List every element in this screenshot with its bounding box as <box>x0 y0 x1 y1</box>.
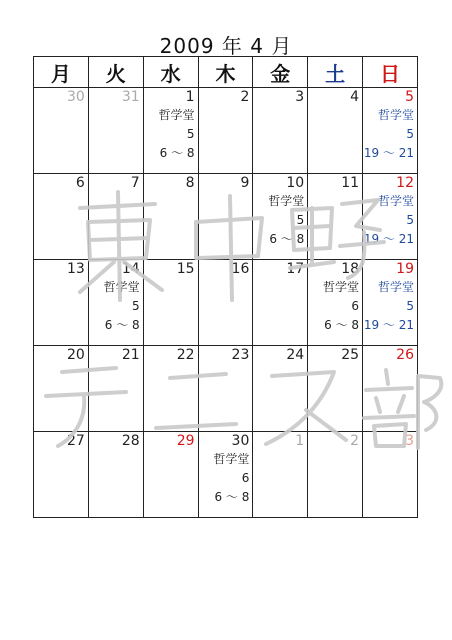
day-number: 30 <box>231 433 250 449</box>
week-row <box>34 260 418 346</box>
practice-count: 5 <box>132 299 140 313</box>
practice-count: 5 <box>406 127 414 141</box>
day-cell <box>88 260 143 346</box>
day-cell <box>198 88 253 174</box>
weekday-mon: 月 <box>34 57 89 88</box>
day-cell <box>253 432 308 518</box>
day-number: 10 <box>286 175 305 191</box>
day-cell <box>308 88 363 174</box>
practice-count: 5 <box>406 213 414 227</box>
day-number: 30 <box>67 89 85 105</box>
day-cell <box>198 174 253 260</box>
practice-venue: 哲学堂 <box>377 194 414 208</box>
day-number: 15 <box>176 261 195 277</box>
day-cell <box>143 346 198 432</box>
practice-time: 19 ～ 21 <box>363 318 414 332</box>
practice-time: 6 ～ 8 <box>214 490 250 504</box>
day-cell <box>308 346 363 432</box>
day-cell <box>88 432 143 518</box>
practice-venue: 哲学堂 <box>103 280 140 294</box>
day-number: 14 <box>121 261 140 277</box>
day-number: 20 <box>67 347 85 363</box>
day-cell <box>143 260 198 346</box>
day-cell <box>198 346 253 432</box>
day-cell <box>363 432 418 518</box>
practice-note <box>363 192 414 249</box>
practice-venue: 哲学堂 <box>377 280 414 294</box>
day-cell <box>198 432 253 518</box>
week-row <box>34 432 418 518</box>
practice-note <box>199 450 250 507</box>
day-cell <box>143 88 198 174</box>
day-cell <box>34 432 89 518</box>
day-cell <box>253 346 308 432</box>
day-cell <box>253 260 308 346</box>
day-number: 3 <box>295 89 305 105</box>
day-number: 7 <box>130 175 140 191</box>
practice-time: 19 ～ 21 <box>363 232 414 246</box>
practice-count: 5 <box>186 127 195 141</box>
day-number: 1 <box>295 433 305 449</box>
day-number: 28 <box>121 433 140 449</box>
practice-count: 5 <box>296 213 305 227</box>
weekday-wed: 水 <box>143 57 198 88</box>
practice-time: 6 ～ 8 <box>104 318 140 332</box>
practice-venue: 哲学堂 <box>268 194 305 208</box>
calendar-body <box>34 88 418 518</box>
practice-time: 19 ～ 21 <box>363 146 414 160</box>
day-cell <box>88 174 143 260</box>
practice-count: 5 <box>406 299 414 313</box>
day-number: 16 <box>231 261 250 277</box>
practice-venue: 哲学堂 <box>377 108 414 122</box>
day-number: 26 <box>396 347 414 363</box>
day-number: 22 <box>176 347 195 363</box>
day-number: 12 <box>396 175 414 191</box>
day-cell <box>363 88 418 174</box>
week-row <box>34 88 418 174</box>
practice-time: 6 ～ 8 <box>159 146 195 160</box>
weekday-sun: 日 <box>363 57 418 88</box>
day-number: 21 <box>121 347 140 363</box>
practice-time: 6 ～ 8 <box>324 318 360 332</box>
day-number: 27 <box>67 433 85 449</box>
day-number: 23 <box>231 347 250 363</box>
weekday-header-row <box>34 57 418 88</box>
day-number: 8 <box>185 175 195 191</box>
day-number: 2 <box>240 89 250 105</box>
calendar-grid <box>33 56 418 518</box>
practice-venue: 哲学堂 <box>323 280 360 294</box>
practice-venue: 哲学堂 <box>158 108 195 122</box>
practice-count: 6 <box>241 471 250 485</box>
day-number: 13 <box>67 261 85 277</box>
day-cell <box>143 432 198 518</box>
day-cell <box>253 174 308 260</box>
day-cell <box>198 260 253 346</box>
practice-time: 6 ～ 8 <box>269 232 305 246</box>
day-number: 9 <box>240 175 250 191</box>
day-number: 3 <box>405 433 414 449</box>
week-row <box>34 346 418 432</box>
day-number: 5 <box>405 89 414 105</box>
day-number: 6 <box>75 175 85 191</box>
practice-note <box>308 278 359 335</box>
day-number: 25 <box>341 347 360 363</box>
practice-note <box>144 106 195 163</box>
weekday-thu: 木 <box>198 57 253 88</box>
day-cell <box>253 88 308 174</box>
calendar-title: 2009 年 4 月 <box>159 34 293 58</box>
weekday-tue: 火 <box>88 57 143 88</box>
day-number: 17 <box>286 261 305 277</box>
day-cell <box>308 432 363 518</box>
day-cell <box>308 174 363 260</box>
day-cell <box>34 88 89 174</box>
day-cell <box>34 346 89 432</box>
practice-venue: 哲学堂 <box>213 452 250 466</box>
day-cell <box>363 260 418 346</box>
day-cell <box>88 88 143 174</box>
week-row <box>34 174 418 260</box>
day-number: 18 <box>341 261 360 277</box>
day-cell <box>34 174 89 260</box>
practice-note <box>253 192 304 249</box>
day-cell <box>363 174 418 260</box>
weekday-fri: 金 <box>253 57 308 88</box>
day-number: 2 <box>350 433 360 449</box>
day-number: 29 <box>176 433 195 449</box>
day-number: 4 <box>350 89 360 105</box>
day-cell <box>34 260 89 346</box>
day-cell <box>143 174 198 260</box>
day-cell <box>363 346 418 432</box>
weekday-sat: 土 <box>308 57 363 88</box>
day-number: 24 <box>286 347 305 363</box>
day-number: 11 <box>341 175 360 191</box>
day-cell <box>308 260 363 346</box>
day-number: 31 <box>121 89 140 105</box>
practice-count: 6 <box>351 299 360 313</box>
practice-note <box>363 278 414 335</box>
day-number: 19 <box>396 261 414 277</box>
day-number: 1 <box>185 89 195 105</box>
practice-note <box>363 106 414 163</box>
day-cell <box>88 346 143 432</box>
practice-note <box>89 278 140 335</box>
